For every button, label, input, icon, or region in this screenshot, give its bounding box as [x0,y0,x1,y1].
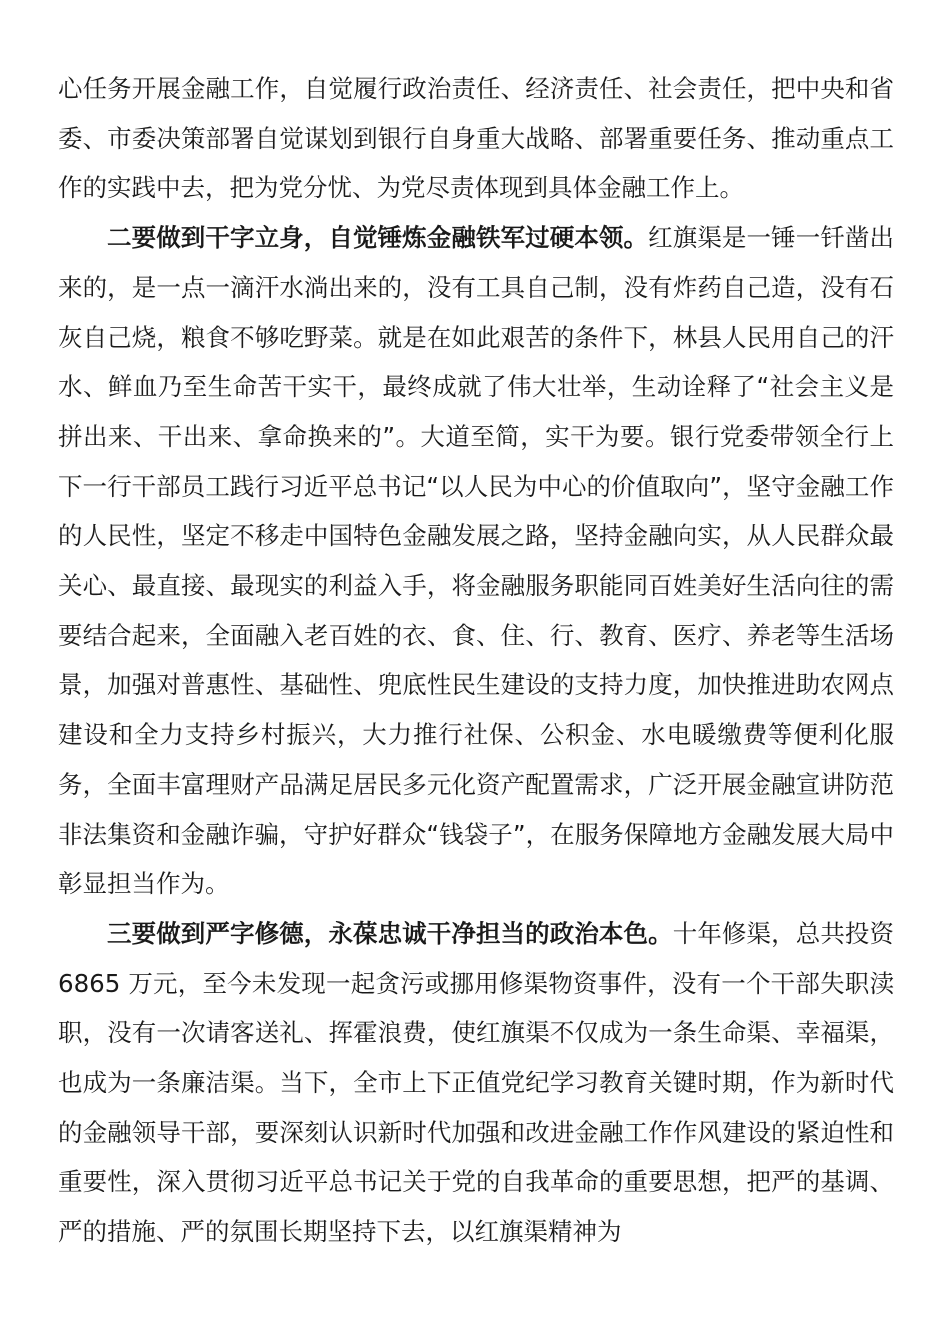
paragraph-body: 心任务开展金融工作，自觉履行政治责任、经济责任、社会责任，把中央和省委、市委决策部署自觉谋划到银行自身重大战略、部署重要任务、推动重点工作的实践中去，把为党分忧、为党尽责体现到具体金融工作上。 [58,74,894,203]
paragraph-section-two [58,213,894,909]
paragraph-heading: 二要做到干字立身，自觉锤炼金融铁军过硬本领。 [107,223,649,253]
paragraph-continuation [58,64,894,213]
paragraph-body: 红旗渠是一锤一钎凿出来的，是一点一滴汗水淌出来的，没有工具自己制，没有炸药自己造，没有石灰自己烧，粮食不够吃野菜。就是在如此艰苦的条件下，林县人民用自己的汗水、鲜血乃至生命苦干实干，最终成就了伟大壮举，生动诠释了“社会主义是拼出来、干出来、拿命换来的”。大道至简，实干为要。银行党委带领全行上下一行干部员工践行习近平总书记“以人民为中心的价值取向”，坚守金融工作的人民性，坚定不移走中国特色金融发展之路，坚持金融向实，从人民群众最关心、最直接、最现实的利益入手，将金融服务职能同百姓美好生活向往的需要结合起来，全面融入老百姓的衣、食、住、行、教育、医疗、养老等生活场景，加强对普惠性、基础性、兜底性民生建设的支持力度，加快推进助农网点建设和全力支持乡村振兴，大力推行社保、公积金、水电暖缴费等便利化服务，全面丰富理财产品满足居民多元化资产配置需求，广泛开展金融宣讲防范非法集资和金融诈骗，守护好群众“钱袋子”，在服务保障地方金融发展大局中彰显担当作为。 [58,223,895,899]
document-page [58,64,894,1257]
paragraph-body: 十年修渠，总共投资 6865 万元，至今未发现一起贪污或挪用修渠物资事件，没有一个干部失职渎职，没有一次请客送礼、挥霍浪费，使红旗渠不仅成为一条生命渠、幸福渠，也成为一条廉洁渠。当下，全市上下正值党纪学习教育关键时期，作为新时代的金融领导干部，要深刻认识新时代加强和改进金融工作作风建设的紧迫性和重要性，深入贯彻习近平总书记关于党的自我革命的重要思想，把严的基调、严的措施、严的氛围长期坚持下去，以红旗渠精神为 [58,918,895,1247]
paragraph-section-three [58,909,894,1257]
paragraph-heading: 三要做到严字修德，永葆忠诚干净担当的政治本色。 [107,918,673,948]
